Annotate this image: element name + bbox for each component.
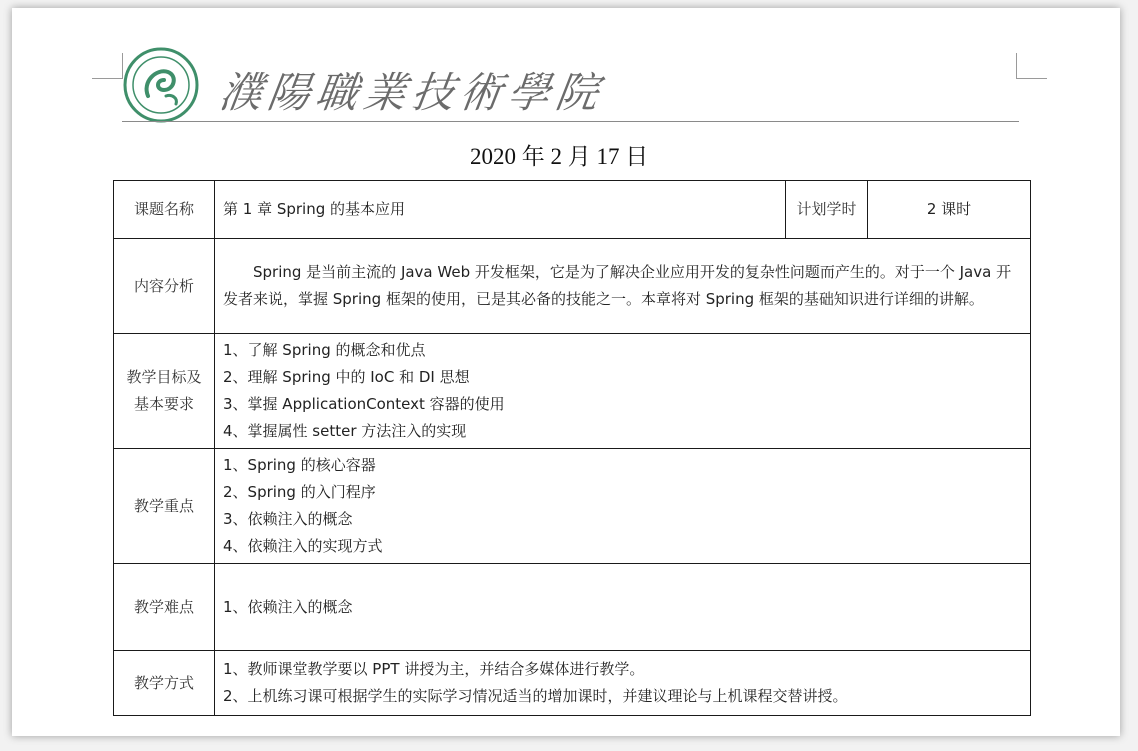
key-points-list xyxy=(215,449,1031,564)
content-text: Spring 是当前主流的 Java Web 开发框架，它是为了解决企业应用开发的复杂性问题而产生的。对于一个 Java 开发者来说，掌握 Spring 框架的使用，已是其必备的技能之一。本章将对 Spring 框架的基础知识进行详细的讲解。 xyxy=(215,239,1031,334)
goal-item: 4、掌握属性 setter 方法注入的实现 xyxy=(223,422,467,440)
crop-mark-right xyxy=(1016,53,1047,79)
goals-list xyxy=(215,334,1031,449)
crop-mark-left xyxy=(92,53,123,79)
goal-item: 2、理解 Spring 中的 IoC 和 DI 思想 xyxy=(223,368,470,386)
document-page xyxy=(12,8,1120,736)
goals-label: 教学目标及基本要求 xyxy=(114,334,215,449)
goal-item: 1、了解 Spring 的概念和优点 xyxy=(223,341,426,359)
method-label: 教学方式 xyxy=(114,651,215,716)
method-list xyxy=(215,651,1031,716)
document-date: 2020 年 2 月 17 日 xyxy=(470,144,649,169)
key-point-item: 3、依赖注入的概念 xyxy=(223,510,353,528)
row-difficulties xyxy=(114,564,1031,651)
key-point-item: 1、Spring 的核心容器 xyxy=(223,456,376,474)
content-label: 内容分析 xyxy=(114,239,215,334)
difficulty-list xyxy=(215,564,1031,651)
lesson-plan-table xyxy=(113,180,1031,716)
row-content-analysis xyxy=(114,239,1031,334)
key-point-item: 2、Spring 的入门程序 xyxy=(223,483,376,501)
course-title: 第 1 章 Spring 的基本应用 xyxy=(215,181,786,239)
method-item: 2、上机练习课可根据学生的实际学习情况适当的增加课时，并建议理论与上机课程交替讲授。 xyxy=(223,687,848,705)
row-key-points xyxy=(114,449,1031,564)
goal-item: 3、掌握 ApplicationContext 容器的使用 xyxy=(223,395,505,413)
difficulty-label: 教学难点 xyxy=(114,564,215,651)
difficulty-item: 1、依赖注入的概念 xyxy=(223,597,353,616)
school-seal-icon xyxy=(122,46,200,124)
header-divider xyxy=(122,121,1019,122)
row-teaching-method xyxy=(114,651,1031,716)
planned-hours: 2 课时 xyxy=(868,181,1031,239)
row-course-title xyxy=(114,181,1031,239)
planned-hours-label: 计划学时 xyxy=(786,181,868,239)
school-name: 濮陽職業技術學院 xyxy=(216,68,608,117)
key-point-item: 4、依赖注入的实现方式 xyxy=(223,537,383,555)
method-item: 1、教师课堂教学要以 PPT 讲授为主，并结合多媒体进行教学。 xyxy=(223,660,645,678)
row-teaching-goals xyxy=(114,334,1031,449)
key-points-label: 教学重点 xyxy=(114,449,215,564)
course-title-label: 课题名称 xyxy=(114,181,215,239)
